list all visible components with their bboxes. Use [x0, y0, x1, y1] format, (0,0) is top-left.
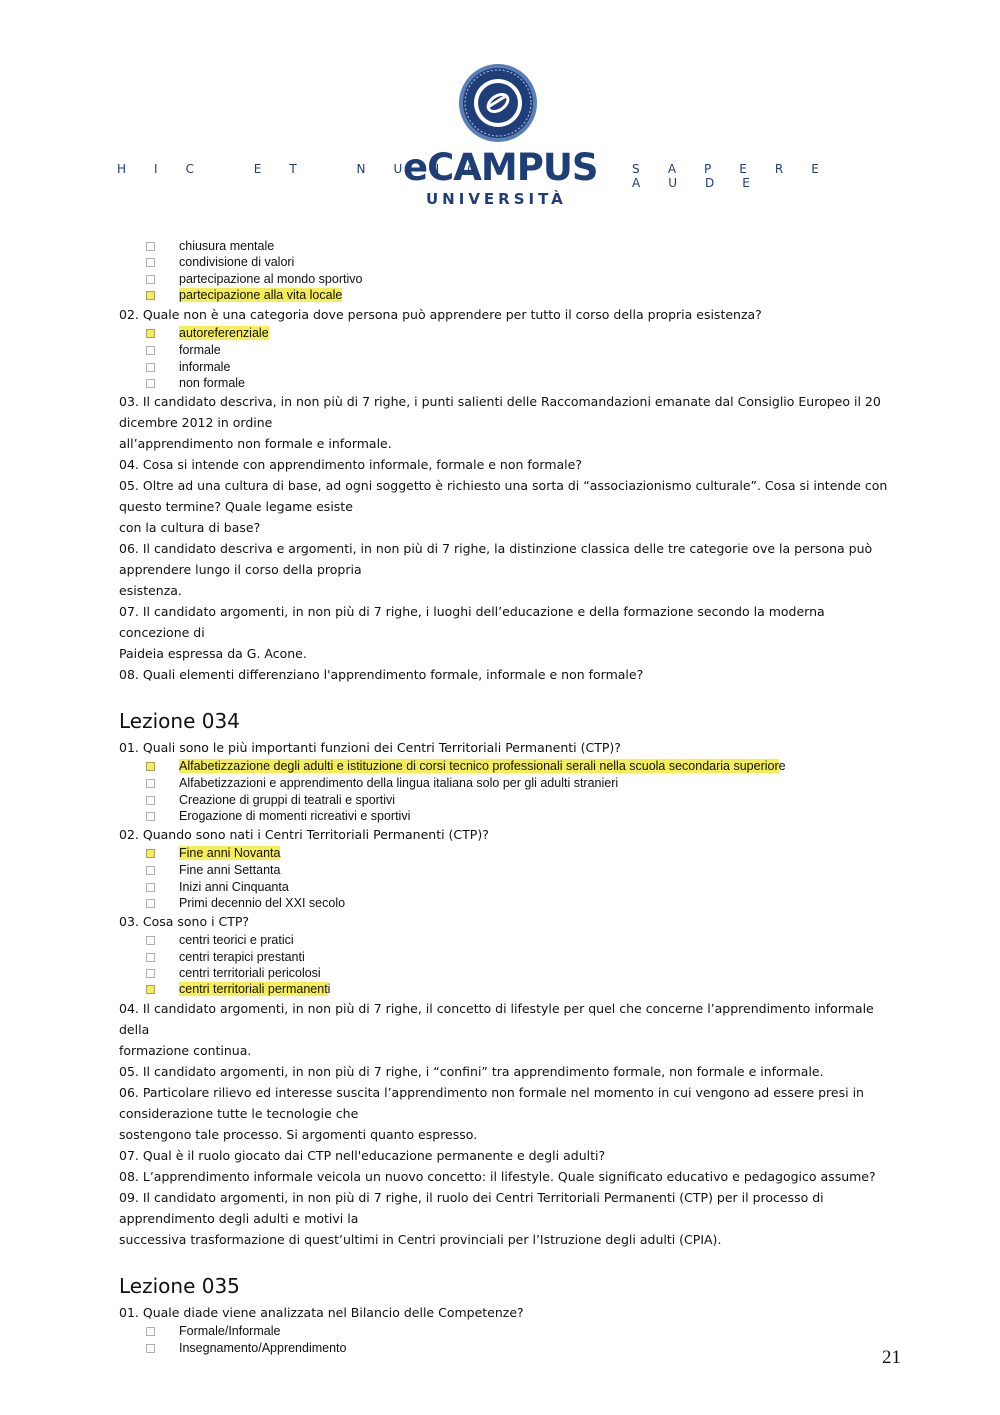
answer-option-text: Fine anni Settanta	[179, 863, 281, 878]
brand-subtitle: UNIVERSITÀ	[426, 190, 567, 208]
checkbox-icon	[146, 379, 155, 388]
checkbox-icon	[146, 1327, 155, 1336]
lesson-heading: Lezione 034	[119, 709, 240, 734]
answer-option	[119, 808, 894, 824]
question: 01. Quali sono le più importanti funzioni dei Centri Territoriali Permanenti (CTP)?	[119, 740, 621, 756]
question-line: apprendimento degli adulti e motivi la	[119, 1211, 359, 1227]
answer-option-text-tail: i	[327, 982, 331, 997]
answer-option-text: centri teorici e pratici	[179, 933, 294, 948]
checkbox-icon	[146, 953, 155, 962]
question-line: dicembre 2012 in ordine	[119, 415, 273, 431]
answer-option-correct	[119, 325, 894, 342]
options-list	[119, 1323, 894, 1356]
answer-option	[119, 965, 894, 981]
page-content	[119, 238, 894, 1356]
answer-option-correct	[119, 287, 894, 304]
question-line: con la cultura di base?	[119, 520, 261, 536]
top-options-list	[119, 238, 894, 304]
checkbox-icon	[146, 796, 155, 805]
answer-option	[119, 359, 894, 375]
question: 03. Cosa sono i CTP?	[119, 914, 250, 930]
question-line: 03. Il candidato descriva, in non più di 7 righe, i punti salienti delle Raccomandazioni emanate dal Consiglio Europeo il 20	[119, 394, 881, 410]
motto-left: HIC ET NUNC	[117, 162, 504, 176]
lesson-heading: Lezione 035	[119, 1274, 240, 1299]
question-line: 08. L’apprendimento informale veicola un nuovo concetto: il lifestyle. Quale significato educativo e pedagogico assume?	[119, 1169, 876, 1185]
open-questions	[119, 391, 894, 685]
checkbox-icon	[146, 866, 155, 875]
checkbox-icon	[146, 883, 155, 892]
answer-option-text: condivisione di valori	[179, 255, 295, 270]
checkbox-icon	[146, 258, 155, 267]
checkbox-icon	[146, 1344, 155, 1353]
answer-option	[119, 792, 894, 808]
answer-option	[119, 895, 894, 911]
answer-option-text: Fine anni Novanta	[179, 846, 281, 861]
answer-option	[119, 949, 894, 965]
answer-option-text: partecipazione alla vita locale	[179, 287, 343, 302]
question: 02. Quando sono nati i Centri Territoriali Permanenti (CTP)?	[119, 827, 489, 843]
question-line: 08. Quali elementi differenziano l'apprendimento formale, informale e non formale?	[119, 667, 644, 683]
checkbox-icon	[146, 346, 155, 355]
question-line: Paideia espressa da G. Acone.	[119, 646, 307, 662]
answer-option-text: Insegnamento/Apprendimento	[179, 1340, 347, 1355]
question-line: apprendere lungo il corso della propria	[119, 562, 362, 578]
checkbox-icon	[146, 762, 155, 771]
answer-option	[119, 254, 894, 270]
checkbox-icon	[146, 985, 155, 994]
answer-option	[119, 271, 894, 287]
answer-option-text: centri territoriali pericolosi	[179, 965, 321, 980]
open-questions	[119, 998, 894, 1250]
answer-option-text: Erogazione di momenti ricreativi e sportivi	[179, 808, 411, 823]
answer-option-text: formale	[179, 343, 221, 358]
answer-option-text: chiusura mentale	[179, 239, 275, 253]
options-list	[119, 758, 894, 824]
question-line: 06. Particolare rilievo ed interesse suscita l’apprendimento non formale nel momento in cui vengono ad essere presi in	[119, 1085, 864, 1101]
answer-option-text: informale	[179, 359, 231, 374]
answer-option-text: non formale	[179, 375, 246, 390]
checkbox-icon	[146, 363, 155, 372]
question-line: all’apprendimento non formale e informale.	[119, 436, 392, 452]
answer-option-text: Creazione di gruppi di teatrali e sportivi	[179, 792, 396, 807]
checkbox-icon	[146, 275, 155, 284]
question-line: considerazione tutte le tecnologie che	[119, 1106, 359, 1122]
answer-option	[119, 932, 894, 948]
question-line: successiva trasformazione di quest’ultimi in Centri provinciali per l’Istruzione degli adulti (CPIA).	[119, 1232, 722, 1248]
checkbox-icon	[146, 969, 155, 978]
answer-option-text: Primi decennio del XXI secolo	[179, 896, 346, 911]
answer-option-text: Alfabetizzazioni e apprendimento della lingua italiana solo per gli adulti stranieri	[179, 776, 619, 791]
answer-option	[119, 1340, 894, 1356]
answer-option-correct	[119, 845, 894, 862]
checkbox-icon	[146, 779, 155, 788]
question-line: 09. Il candidato argomenti, in non più di 7 righe, il ruolo dei Centri Territoriali Permanenti (CTP) per il processo di	[119, 1190, 824, 1206]
answer-option-correct	[119, 981, 894, 998]
question: 02. Quale non è una categoria dove persona può apprendere per tutto il corso della propria esistenza?	[119, 307, 762, 323]
question-line: 07. Il candidato argomenti, in non più di 7 righe, i luoghi dell’educazione e della formazione secondo la moderna concezione di	[119, 604, 825, 641]
question-line: 04. Il candidato argomenti, in non più di 7 righe, il concetto di lifestyle per quel che concerne l’apprendimento informale della	[119, 1001, 874, 1038]
checkbox-icon	[146, 899, 155, 908]
question-line: 05. Oltre ad una cultura di base, ad ogni soggetto è richiesto una sorta di “associazionismo culturale”. Cosa si intende con	[119, 478, 888, 494]
question-line: 07. Qual è il ruolo giocato dai CTP nell'educazione permanente e degli adulti?	[119, 1148, 606, 1164]
options-list	[119, 845, 894, 911]
answer-option-text: Formale/Informale	[179, 1324, 281, 1339]
question-line: sostengono tale processo. Si argomenti quanto espresso.	[119, 1127, 478, 1143]
answer-option-correct	[119, 758, 894, 775]
brand-wordmark: eCAMPUS	[403, 146, 598, 189]
answer-option	[119, 342, 894, 358]
answer-option	[119, 775, 894, 791]
answer-option-text: partecipazione al mondo sportivo	[179, 271, 363, 286]
checkbox-icon	[146, 291, 155, 300]
answer-option-text-tail: e	[778, 759, 786, 774]
answer-option-text: Alfabetizzazione degli adulti e istituzione di corsi tecnico professionali serali nella scuola secondaria superior	[179, 759, 779, 774]
answer-option	[119, 375, 894, 391]
checkbox-icon	[146, 812, 155, 821]
university-seal-logo	[458, 63, 538, 143]
question-line: 05. Il candidato argomenti, in non più di 7 righe, i “confini” tra apprendimento formale, non formale e informale.	[119, 1064, 824, 1080]
answer-option-text: centri territoriali permanent	[179, 982, 328, 997]
page-number: 21	[882, 1347, 901, 1368]
question-line: 06. Il candidato descriva e argomenti, in non più di 7 righe, la distinzione classica delle tre categorie ove la persona può	[119, 541, 873, 557]
question: 01. Quale diade viene analizzata nel Bilancio delle Competenze?	[119, 1305, 524, 1321]
question-line: questo termine? Quale legame esiste	[119, 499, 353, 515]
question-line: 04. Cosa si intende con apprendimento informale, formale e non formale?	[119, 457, 582, 473]
checkbox-icon	[146, 936, 155, 945]
options-list	[119, 932, 894, 998]
motto-right: SAPERE AUDE	[632, 162, 847, 190]
answer-option-text: Inizi anni Cinquanta	[179, 879, 289, 894]
answer-option-text: centri terapici prestanti	[179, 949, 305, 964]
answer-option-text: autoreferenziale	[179, 326, 269, 341]
answer-option	[119, 862, 894, 878]
answer-option	[119, 1323, 894, 1339]
options-list	[119, 325, 894, 391]
checkbox-icon	[146, 242, 155, 251]
answer-option	[119, 879, 894, 895]
answer-option	[119, 238, 894, 254]
checkbox-icon	[146, 329, 155, 338]
question-line: esistenza.	[119, 583, 182, 599]
question-line: formazione continua.	[119, 1043, 252, 1059]
checkbox-icon	[146, 849, 155, 858]
page-header	[0, 0, 1000, 215]
